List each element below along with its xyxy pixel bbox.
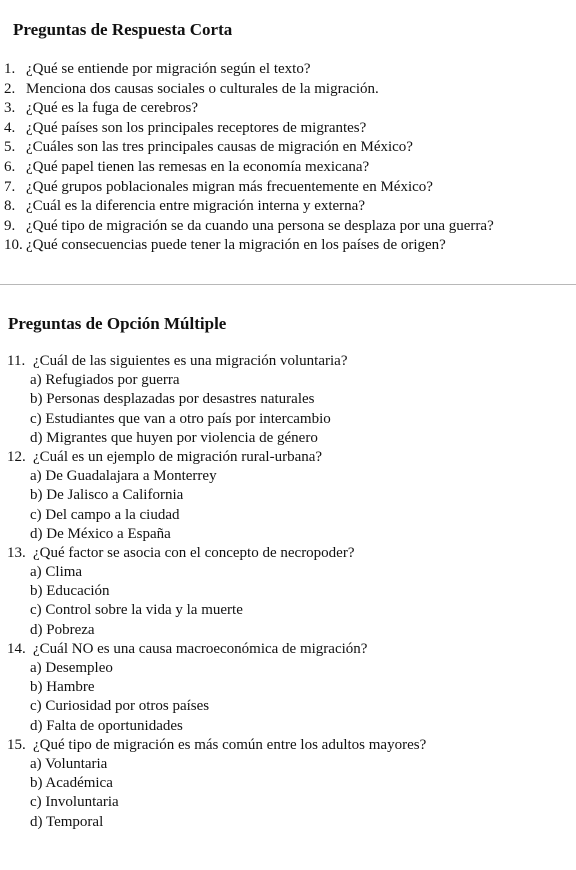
question-number: 10.: [4, 237, 23, 254]
question-text: ¿Cuáles son las tres principales causas de migración en México?: [26, 139, 413, 156]
answer-option: d) Migrantes que huyen por violencia de género: [30, 429, 318, 446]
answer-option: c) Estudiantes que van a otro país por intercambio: [30, 410, 331, 427]
answer-option: b) Personas desplazadas por desastres naturales: [30, 391, 315, 408]
short-answer-question: [4, 99, 576, 119]
question-number: 12.: [7, 448, 26, 465]
short-answer-question: [4, 178, 576, 198]
question-text: ¿Cuál NO es una causa macroeconómica de migración?: [33, 640, 368, 657]
answer-option: d) Pobreza: [30, 621, 95, 638]
question-number: 4.: [4, 119, 16, 136]
answer-option: a) Desempleo: [30, 660, 113, 676]
question-number: 3.: [4, 100, 16, 117]
answer-option: c) Control sobre la vida y la muerte: [30, 602, 243, 619]
answer-option: c) Del campo a la ciudad: [30, 506, 180, 523]
answer-option: d) Temporal: [30, 813, 104, 830]
multiple-choice-question-14: [7, 640, 576, 736]
answer-option: d) Falta de oportunidades: [30, 717, 183, 734]
question-number: 11.: [7, 353, 26, 369]
short-answer-section: [0, 0, 576, 280]
question-number: 15.: [7, 736, 26, 753]
answer-option: b) Académica: [30, 775, 113, 792]
question-text: ¿Qué es la fuga de cerebros?: [26, 100, 198, 117]
question-number: 7.: [4, 178, 16, 195]
question-line: [7, 448, 576, 467]
answer-option: b) De Jalisco a California: [30, 487, 184, 504]
question-line: [7, 640, 576, 659]
question-text: ¿Qué consecuencias puede tener la migración en los países de origen?: [26, 237, 446, 254]
question-line: [7, 352, 576, 371]
question-number: 14.: [7, 640, 26, 657]
answer-option: b) Educación: [30, 583, 110, 600]
short-answer-list: [4, 60, 576, 256]
answer-option: a) Refugiados por guerra: [30, 372, 180, 389]
question-text: ¿Qué se entiende por migración según el texto?: [26, 61, 311, 77]
multiple-choice-question-13: [7, 544, 576, 640]
question-text: ¿Qué papel tienen las remesas en la economía mexicana?: [26, 158, 370, 175]
question-text: ¿Qué tipo de migración se da cuando una persona se desplaza por una guerra?: [26, 217, 494, 234]
question-text: ¿Qué tipo de migración es más común entre los adultos mayores?: [33, 736, 427, 753]
short-answer-title: Preguntas de Respuesta Corta: [13, 20, 233, 39]
answer-option: b) Hambre: [30, 679, 95, 696]
question-line: [7, 544, 576, 563]
multiple-choice-list: [7, 352, 576, 832]
question-text: ¿Cuál es la diferencia entre migración interna y externa?: [26, 198, 365, 215]
short-answer-question: [4, 138, 576, 158]
short-answer-question: [4, 158, 576, 178]
short-answer-question: [4, 80, 576, 100]
short-answer-question: [4, 217, 576, 237]
multiple-choice-question-11: [7, 352, 576, 448]
answer-option: c) Curiosidad por otros países: [30, 698, 210, 715]
section-divider: [0, 284, 576, 285]
answer-option: d) De México a España: [30, 525, 171, 542]
question-number: 9.: [4, 217, 16, 234]
answer-option: a) Clima: [30, 564, 83, 581]
question-text: ¿Qué países son los principales receptores de migrantes?: [26, 119, 367, 136]
question-text: ¿Cuál de las siguientes es una migración voluntaria?: [33, 353, 348, 369]
question-line: [7, 736, 576, 755]
short-answer-question: [4, 119, 576, 139]
question-text: ¿Qué grupos poblacionales migran más frecuentemente en México?: [26, 178, 433, 195]
question-number: 8.: [4, 198, 16, 215]
answer-option: a) De Guadalajara a Monterrey: [30, 468, 217, 485]
question-number: 13.: [7, 544, 26, 561]
question-number: 1.: [4, 61, 16, 77]
multiple-choice-title: Preguntas de Opción Múltiple: [8, 314, 227, 333]
multiple-choice-question-12: [7, 448, 576, 544]
short-answer-question: [4, 236, 576, 256]
question-number: 6.: [4, 158, 16, 175]
multiple-choice-question-15: [7, 736, 576, 832]
answer-option: a) Voluntaria: [30, 755, 108, 772]
answer-option: c) Involuntaria: [30, 794, 119, 811]
short-answer-question: [4, 197, 576, 217]
question-number: 2.: [4, 80, 16, 97]
question-text: Menciona dos causas sociales o culturales de la migración.: [26, 80, 379, 97]
question-text: ¿Cuál es un ejemplo de migración rural-urbana?: [33, 448, 323, 465]
question-number: 5.: [4, 139, 16, 156]
question-text: ¿Qué factor se asocia con el concepto de necropoder?: [33, 544, 355, 561]
short-answer-question: [4, 60, 576, 80]
